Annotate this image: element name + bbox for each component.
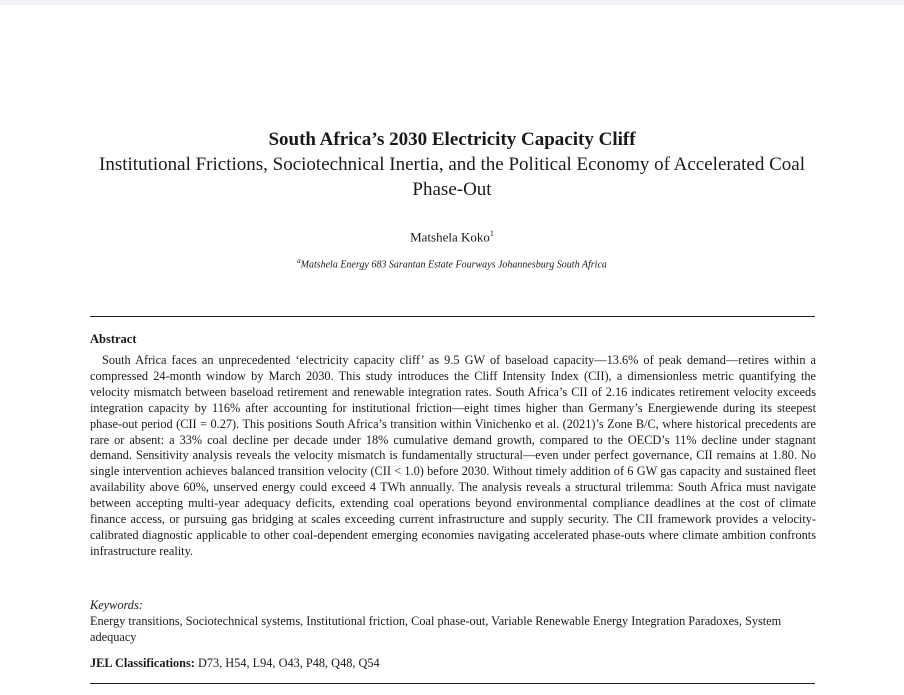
abstract-heading: Abstract xyxy=(90,332,137,346)
affiliation: Matshela Energy 683 Sarantan Estate Fourways Johannesburg South Africa xyxy=(300,259,607,271)
affiliation-line xyxy=(0,255,904,271)
affiliation-marker: a xyxy=(297,257,301,265)
author-marker: 1 xyxy=(489,229,494,238)
abstract-body: South Africa faces an unprecedented ‘electricity capacity cliff’ as 9.5 GW of baseload capacity—13.6% of peak demand—retires within a compressed 24-month window by March 2030. This study introduces the Cliff Intensity Index (CII), a dimensionless metric quantifying the velocity mismatch between baseload retirement and renewable integration rates. South Africa’s CII of 2.16 indicates retirement velocity exceeds integration capacity by 116% after accounting for institutional friction—eight times higher than Germany’s Energiewende during its steepest phase-out period (CII = 0.27). This positions South Africa’s transition within Vinichenko et al. (2021)’s Zone B/C, where historical precedents are rare or absent: a 33% coal decline per decade under 18% cumulative demand growth, compared to the OECD’s 11% decline under stagnant demand. Sensitivity analysis reveals the velocity mismatch is fundamentally structural—even under perfect governance, CII remains at 1.80. No single intervention achieves balanced transition velocity (CII < 1.0) before 2030. Without timely addition of 6 GW gas capacity and sustained fleet availability above 60%, unserved energy could exceed 4 TWh annually. The analysis reveals a structural trilemma: South Africa must navigate between accepting multi-year adequacy deficits, extending coal operations beyond environmental compliance deadlines at the cost of climate finance access, or pursuing gas bridging at scales exceeding current infrastructure and supply security. The CII framework provides a velocity-calibrated diagnostic applicable to other coal-dependent emerging economies navigating accelerated phase-outs where climate ambition confronts infrastructure reality. xyxy=(90,353,816,558)
paper-subtitle: Institutional Frictions, Sociotechnical Inertia, and the Political Economy of Accelerated Coal Phase-Out xyxy=(99,154,805,200)
author-name: Matshela Koko xyxy=(410,229,490,245)
viewer-top-bar xyxy=(0,0,904,5)
abstract-bottom-rule xyxy=(90,683,815,684)
jel-label: JEL Classifications: xyxy=(90,656,195,670)
author-line xyxy=(0,226,904,245)
keywords-list: Energy transitions, Sociotechnical systems, Institutional friction, Coal phase-out, Variable Renewable Energy Integration Paradoxes, System adequacy xyxy=(90,614,782,644)
title-block xyxy=(60,128,844,202)
paper-title: South Africa’s 2030 Electricity Capacity Cliff xyxy=(268,129,636,150)
jel-codes: D73, H54, L94, O43, P48, Q48, Q54 xyxy=(197,656,380,670)
keywords-heading: Keywords: xyxy=(90,598,143,612)
abstract-top-rule xyxy=(90,316,815,317)
jel-classifications xyxy=(90,655,816,671)
